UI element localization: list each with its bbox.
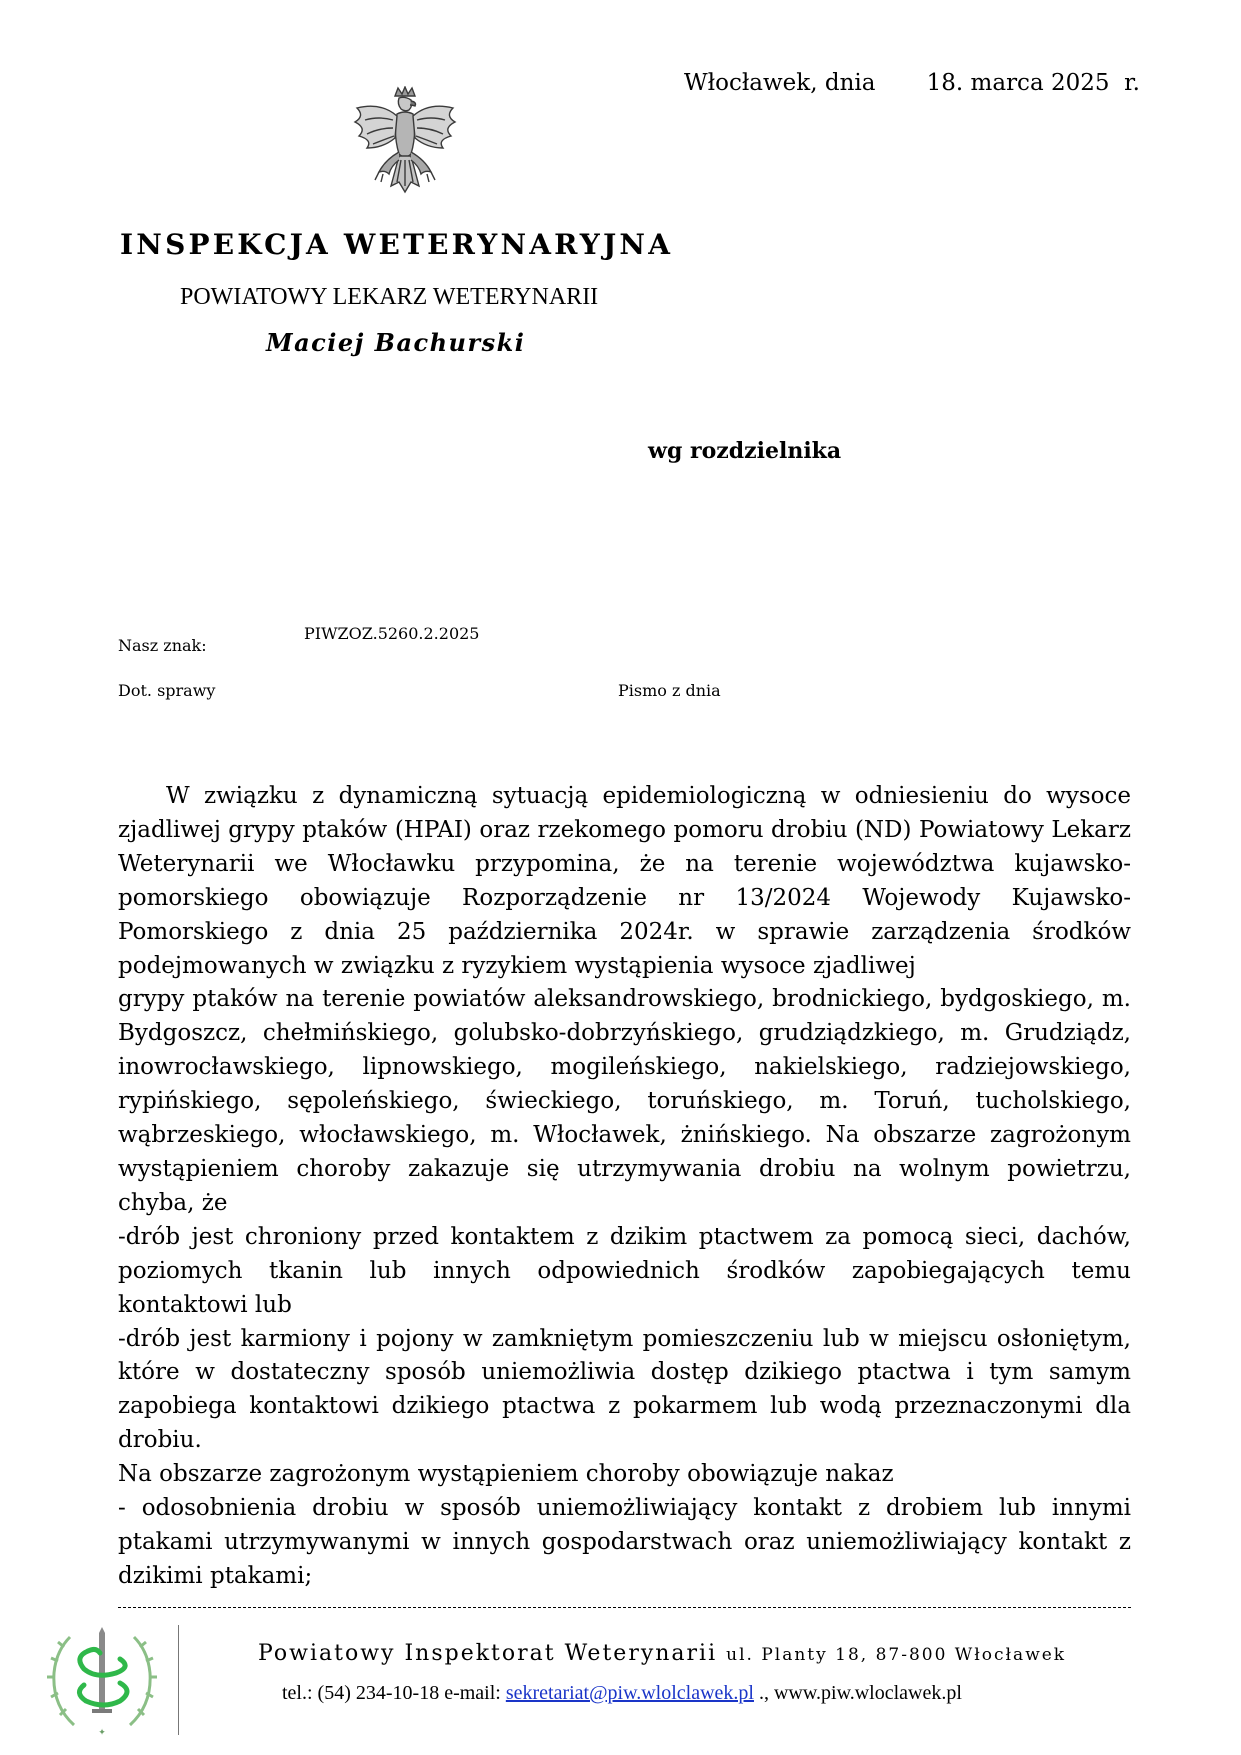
footer-contact — [282, 1682, 962, 1705]
date-place: Włocławek, dnia — [684, 70, 876, 96]
letter-date-label: Pismo z dnia — [618, 681, 721, 700]
signatory-name: Maciej Bachurski — [266, 328, 526, 357]
organization-name: INSPEKCJA WETERYNARYJNA — [120, 228, 674, 261]
body-paragraph: - odosobnienia drobiu w sposób uniemożliwiający kontakt z drobiem lub innymi ptakami utrzymywanymi w innych gospodarstwach oraz uniemożliwiający kontakt z dzikimi ptakami; — [118, 1495, 1131, 1589]
our-ref-label: Nasz znak: — [118, 636, 207, 655]
institution-address: ul. Planty 18, 87-800 Włocławek — [726, 1645, 1067, 1665]
email-link[interactable]: sekretariat@piw.wlolclawek.pl — [505, 1682, 754, 1704]
body-paragraph: W związku z dynamiczną sytuacją epidemiologiczną w odniesieniu do wysoce zjadliwej grypy ptaków (HPAI) oraz rzekomego pomoru drobiu (ND) Powiatowy Lekarz Weterynarii we Włocławku przypomina, że na terenie województwa kujawsko-pomorskiego obowiązuje Rozporządzenie nr 13/2024 Wojewody Kujawsko-Pomorskiego z dnia 25 października 2024r. w sprawie zarządzenia środków podejmowanych w związku z ryzykiem wystąpienia wysoce zjadliwej — [118, 783, 1131, 979]
body-paragraph: -drób jest chroniony przed kontaktem z dzikim ptactwem za pomocą sieci, dachów, poziomych tkanin lub innych odpowiednich środków zapobiegających temu kontaktowi lub — [118, 1223, 1131, 1318]
body-paragraph: grypy ptaków na terenie powiatów aleksandrowskiego, brodnickiego, bydgoskiego, m. Bydgoszcz, chełmińskiego, golubsko-dobrzyńskiego, grudziądzkiego, m. Grudziądz, inowrocławskiego, lipnowskiego, mogileńskiego, nakielskiego, radziejowskiego, rypińskiego, sępoleńskiego, świeckiego, toruńskiego, m. Toruń, tucholskiego, wąbrzeskiego, włocławskiego, m. Włocławek, żnińskiego. Na obszarze zagrożonym wystąpieniem choroby zakazuje się utrzymywania drobiu na wolnym powietrzu, chyba, że — [118, 986, 1131, 1216]
polish-eagle-icon — [345, 86, 465, 212]
letter-body — [118, 780, 1131, 1594]
our-ref-value: PIWZOZ.5260.2.2025 — [304, 624, 480, 643]
body-paragraph: Na obszarze zagrożonym wystąpieniem choroby obowiązuje nakaz — [118, 1461, 894, 1488]
footer-divider — [118, 1607, 1131, 1608]
footer-separator — [178, 1625, 179, 1735]
office-name: POWIATOWY LEKARZ WETERYNARII — [180, 284, 599, 310]
emblem-text-icon: ✦ — [98, 1728, 106, 1738]
institution-name: Powiatowy Inspektorat Weterynarii — [258, 1641, 718, 1666]
veterinary-caduceus-icon — [44, 1621, 160, 1739]
footer-institution — [258, 1641, 1066, 1666]
letter-date — [684, 70, 1140, 96]
recipient: wg rozdzielnika — [648, 438, 842, 464]
date-value: 18. marca 2025 r. — [926, 70, 1140, 96]
case-label: Dot. sprawy — [118, 681, 216, 700]
phone-text: tel.: (54) 234-10-18 e-mail: — [282, 1682, 501, 1704]
website-text: ., www.piw.wloclawek.pl — [758, 1682, 962, 1704]
body-paragraph: -drób jest karmiony i pojony w zamkniętym pomieszczeniu lub w miejscu osłoniętym, które w dostateczny sposób uniemożliwia dostęp dzikiego ptactwa i tym samym zapobiega kontaktowi dzikiego ptactwa z pokarmem lub wodą przeznaczonymi dla drobiu. — [118, 1325, 1131, 1454]
